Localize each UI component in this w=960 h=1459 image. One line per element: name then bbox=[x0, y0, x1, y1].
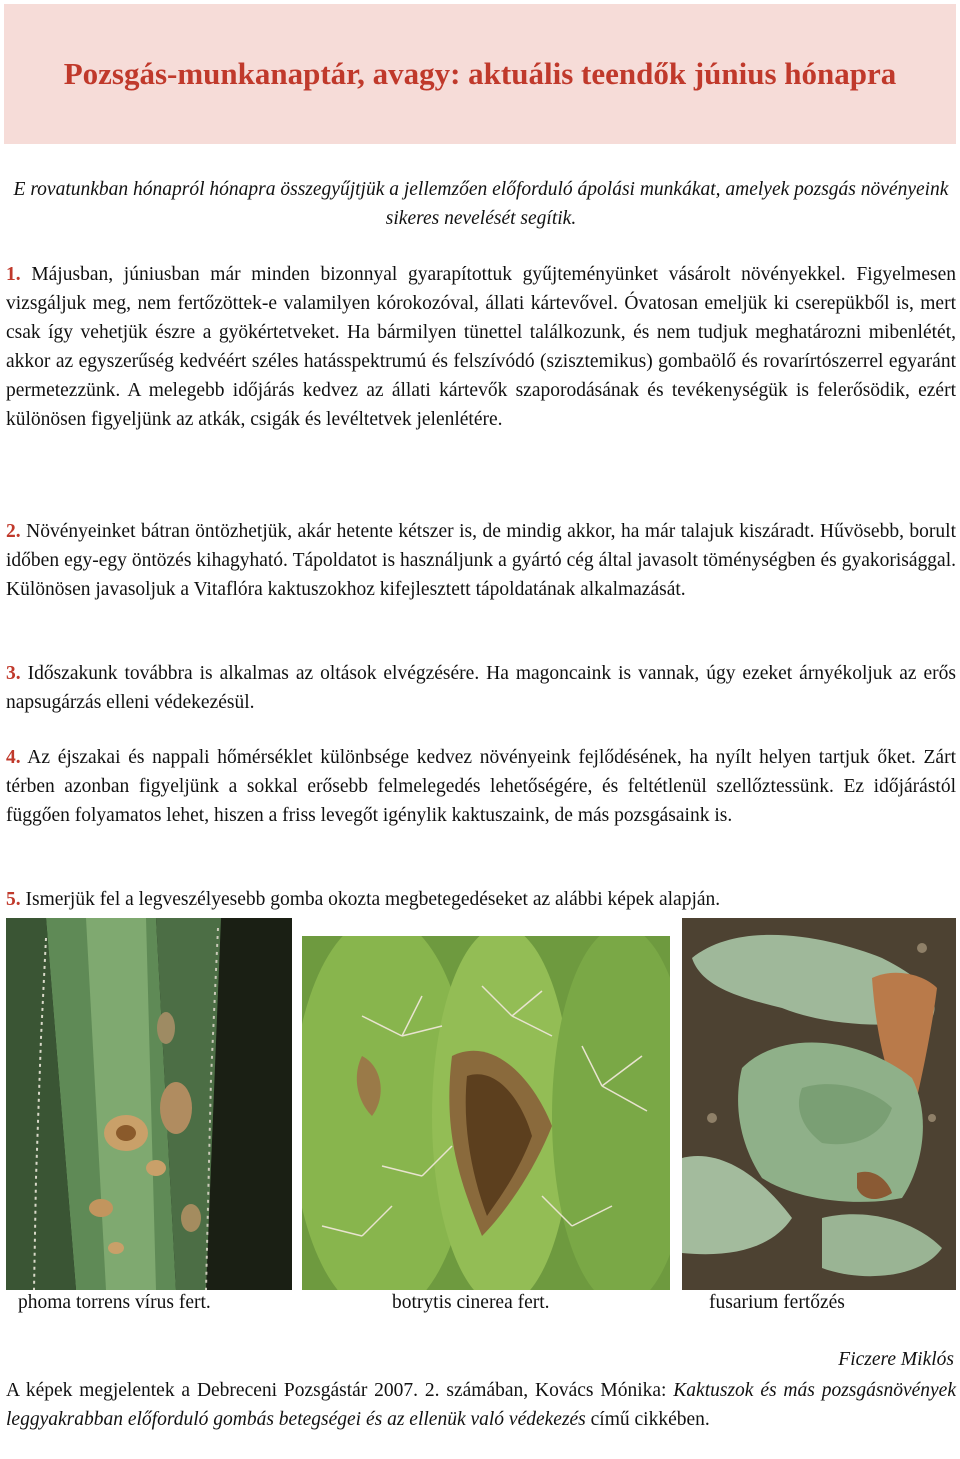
section-text: Májusban, júniusban már minden bizonnyal gyarapítottuk gyűjteményünket vásárolt növényekkel. Figyelmesen vizsgáljuk meg, nem fertőzöttek-e valamilyen kórokozóval, állati kártevővel. Óvatosan emeljük ki cserepükből is, mert csak így vehetjük észre a gyökértetveket. Ha bármilyen tünettel találkozunk, és nem tudjuk meghatározni mibenlétét, akkor az egyszerűség kedvéért széles hatásspektrumú és felszívódó (szisztemikus) gombaölő és rovarírtószerrel egyaránt permetezzünk. A melegebb időjárás kedvez az állati kártevők szaporodásának és tevékenységük is felerősödik, ezért különösen figyeljünk az atkák, csigák és levéltetvek jelenlétére. bbox=[6, 264, 957, 430]
photo-captions bbox=[0, 1292, 960, 1320]
section-4 bbox=[6, 743, 956, 830]
intro-text: E rovatunkban hónapról hónapra összegyűjtjük a jellemzően előforduló ápolási munkákat, amelyek pozsgás növényeink sikeres nevelését segítik. bbox=[13, 179, 949, 229]
section-text: Az éjszakai és nappali hőmérséklet különbsége kedvez növényeink fejlődésének, ha nyílt helyen tartjuk őket. Zárt térben azonban figyeljünk a sokkal erősebb felmelegedés lehetőségére, és feltétlenül szellőztessünk. Ez időjárástól függően folyamatos lehet, hiszen a friss levegőt igénylik kaktuszaink, de más pozsgásaink is. bbox=[6, 747, 956, 826]
section-3 bbox=[6, 659, 956, 717]
section-text: Növényeinket bátran öntözhetjük, akár hetente kétszer is, de mindig akkor, ha már talajuk kiszáradt. Hűvösebb, borult időben egy-egy öntözés kihagyható. Tápoldatot is használjunk a gyártó cég által javasolt töménységben és gyakorisággal. Különösen javasoljuk a Vitaflóra kaktuszokhoz kifejlesztett tápoldatának alkalmazását. bbox=[6, 521, 957, 600]
fusarium-photo bbox=[682, 918, 956, 1290]
section-text: Ismerjük fel a legveszélyesebb gomba okozta megbetegedéseket az alábbi képek alapján. bbox=[25, 889, 721, 910]
section-number: 4. bbox=[6, 747, 21, 768]
section-5 bbox=[6, 885, 956, 914]
section-number: 2. bbox=[6, 521, 21, 542]
page-title: Pozsgás-munkanaptár, avagy: aktuális teendők június hónapra bbox=[63, 56, 897, 91]
section-number: 3. bbox=[6, 663, 21, 684]
section-number: 5. bbox=[6, 889, 21, 910]
source-article-title: Kaktuszok és más pozsgásnövények leggyakrabban előforduló gombás betegségei és az ellenük való védekezés bbox=[6, 1380, 956, 1430]
source-note bbox=[6, 1376, 956, 1434]
source-suffix: című cikkében. bbox=[585, 1409, 710, 1430]
title-banner bbox=[4, 4, 956, 144]
section-1 bbox=[6, 260, 956, 434]
caption-fusarium: fusarium fertőzés bbox=[709, 1292, 845, 1313]
botrytis-photo bbox=[302, 936, 670, 1290]
caption-botrytis: botrytis cinerea fert. bbox=[392, 1292, 550, 1313]
phoma-photo bbox=[6, 918, 292, 1290]
section-2 bbox=[6, 517, 956, 604]
section-text: Időszakunk továbbra is alkalmas az oltások elvégzésére. Ha magoncaink is vannak, úgy ezeket árnyékoljuk az erős napsugárzás elleni védekezésül. bbox=[6, 663, 957, 713]
section-number: 1. bbox=[6, 264, 21, 285]
caption-phoma: phoma torrens vírus fert. bbox=[18, 1292, 211, 1313]
author-name: Ficzere Miklós bbox=[838, 1349, 954, 1370]
source-prefix: A képek megjelentek a Debreceni Pozsgástár 2007. 2. számában, Kovács Mónika: bbox=[6, 1380, 674, 1401]
disease-photos bbox=[4, 918, 956, 1290]
